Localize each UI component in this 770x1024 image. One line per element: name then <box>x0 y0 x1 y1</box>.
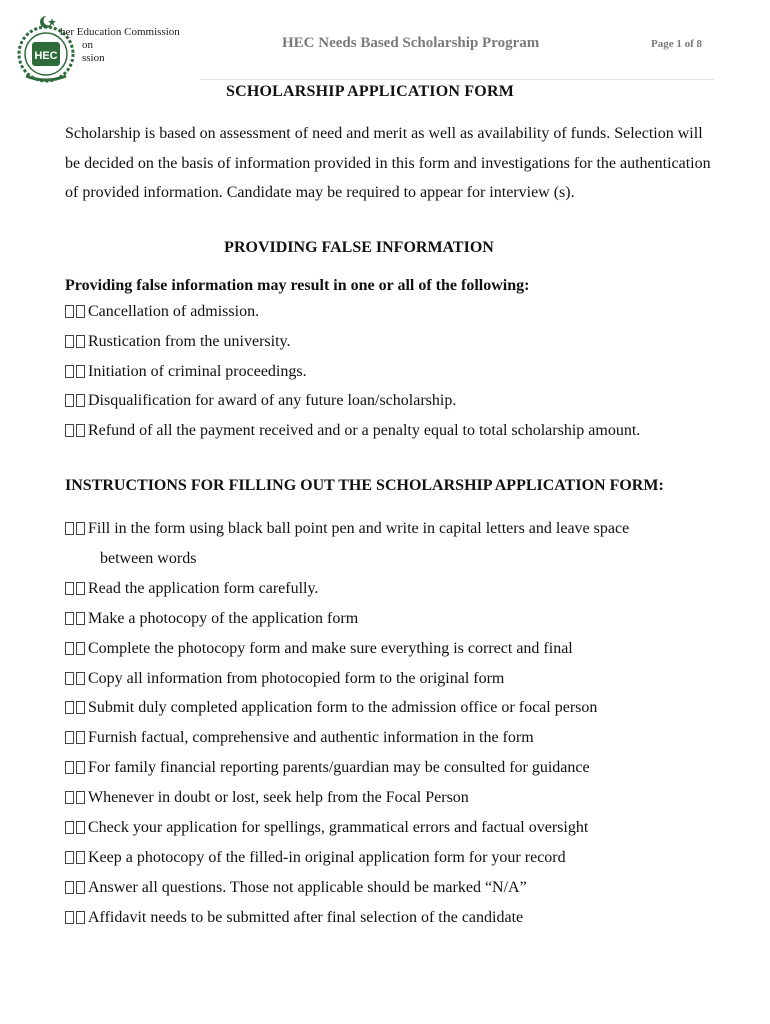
list-item <box>65 386 715 416</box>
list-item-text: Furnish factual, comprehensive and authentic information in the form <box>88 729 534 747</box>
list-item <box>65 753 715 783</box>
checkbox-glyph-icon <box>65 514 87 544</box>
org-line: ssion <box>82 52 105 64</box>
list-item-text: Cancellation of admission. <box>88 303 260 320</box>
checkbox-glyph-icon <box>65 664 87 694</box>
list-item-text: Disqualification for award of any future loan/scholarship. <box>88 392 457 410</box>
org-line: her Education Commission <box>60 26 180 38</box>
list-item <box>65 813 715 843</box>
checkbox-glyph-icon <box>65 634 87 664</box>
checkbox-glyph-icon <box>65 386 87 416</box>
checkbox-glyph-icon <box>65 843 87 873</box>
list-item-text: Read the application form carefully. <box>88 579 319 597</box>
false-info-title: PROVIDING FALSE INFORMATION <box>224 239 494 256</box>
list-item <box>65 357 715 387</box>
false-info-lead: Providing false information may result in one or all of the following: <box>65 277 530 294</box>
list-item-text: Answer all questions. Those not applicable should be marked “N/A” <box>88 878 527 896</box>
org-line: on <box>82 39 93 51</box>
checkbox-glyph-icon <box>65 327 87 357</box>
list-item <box>65 903 715 933</box>
svg-text:HEC: HEC <box>34 50 58 62</box>
instructions-title: INSTRUCTIONS FOR FILLING OUT THE SCHOLARSHIP APPLICATION FORM: <box>65 477 664 494</box>
false-info-list <box>65 297 715 446</box>
list-item <box>65 783 715 813</box>
list-item <box>65 514 715 544</box>
form-title: SCHOLARSHIP APPLICATION FORM <box>226 83 514 100</box>
list-item <box>65 723 715 753</box>
list-item-text: Fill in the form using black ball point pen and write in capital letters and leave space <box>88 520 630 537</box>
checkbox-glyph-icon <box>65 753 87 783</box>
list-item-text: Check your application for spellings, grammatical errors and factual oversight <box>88 819 589 837</box>
list-item-text: Whenever in doubt or lost, seek help from the Focal Person <box>88 789 469 807</box>
list-item <box>65 297 715 327</box>
checkbox-glyph-icon <box>65 723 87 753</box>
list-item-text: Rustication from the university. <box>88 332 291 350</box>
list-item-text: between words <box>100 549 197 567</box>
list-item-text: For family financial reporting parents/guardian may be consulted for guidance <box>88 759 590 777</box>
page-header <box>0 0 770 82</box>
checkbox-glyph-icon <box>65 903 87 933</box>
checkbox-glyph-icon <box>65 693 87 723</box>
checkbox-glyph-icon <box>65 813 87 843</box>
list-item <box>65 634 715 664</box>
list-item-text: Complete the photocopy form and make sure everything is correct and final <box>88 639 573 657</box>
list-item <box>65 693 715 723</box>
checkbox-glyph-icon <box>65 604 87 634</box>
instructions-list <box>65 514 715 933</box>
list-item <box>65 843 715 873</box>
list-item-text: Keep a photocopy of the filled-in original application form for your record <box>88 848 566 866</box>
page-number: Page 1 of 8 <box>651 38 703 50</box>
list-item-text: Submit duly completed application form to the admission office or focal person <box>88 699 598 717</box>
checkbox-glyph-icon <box>65 357 87 387</box>
checkbox-glyph-icon <box>65 297 87 327</box>
list-item <box>65 327 715 357</box>
list-item <box>65 604 715 634</box>
org-name <box>60 26 180 65</box>
header-divider <box>200 79 714 80</box>
checkbox-glyph-icon <box>65 416 87 446</box>
program-title: HEC Needs Based Scholarship Program <box>282 35 540 51</box>
list-item <box>65 873 715 903</box>
list-item <box>65 574 715 604</box>
list-item-continuation <box>65 544 715 574</box>
list-item-text: Copy all information from photocopied form to the original form <box>88 669 505 687</box>
checkbox-glyph-icon <box>65 574 87 604</box>
list-item <box>65 664 715 694</box>
list-item-text: Affidavit needs to be submitted after final selection of the candidate <box>88 908 524 926</box>
checkbox-glyph-icon <box>65 783 87 813</box>
checkbox-glyph-icon <box>65 873 87 903</box>
intro-paragraph: Scholarship is based on assessment of need and merit as well as availability of funds. Selection will be decided on the basis of information provided in this form and investigations for the authentication of provided information. Candidate may be required to appear for interview (s). <box>65 125 711 201</box>
list-item-text: Make a photocopy of the application form <box>88 609 359 627</box>
list-item-text: Initiation of criminal proceedings. <box>88 362 307 380</box>
list-item-text: Refund of all the payment received and or a penalty equal to total scholarship amount. <box>88 422 641 440</box>
list-item <box>65 416 715 446</box>
